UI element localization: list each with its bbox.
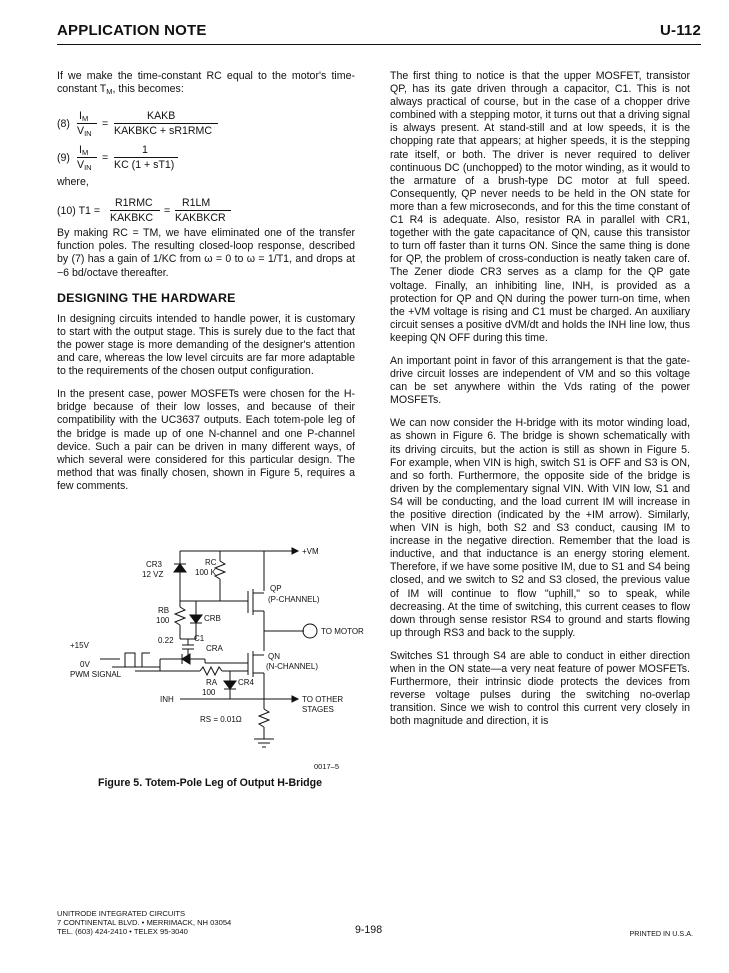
footer-company: UNITRODE INTEGRATED CIRCUITS: [57, 909, 186, 918]
hardware-paragraph-2: In the present case, power MOSFETs were chosen for the H-bridge because of their low losses, and because of their compatibility with the UC3637 outputs. Each totem-pole leg of the bridge is made up of one N-channel and one P-channel device. Such a pair can be driven in many different ways, of which several were considered for this particular design. The method that was finally chosen, shown in Figure 5, requires a few comments.: [57, 388, 355, 492]
svg-text:12 VZ: 12 VZ: [142, 570, 164, 579]
right-paragraph-1: The first thing to notice is that the upper MOSFET, transistor QP, has its gate driven through a capacitor, C1. This is not always practical of course, but in the case of a chopper drive combined with a stepping motor, it turns out that a driving signal is always present. At stand-still and at low speeds, it is the chopping rate that appears; at higher speeds, it is the stepping rate itself, or both. The driver is never required to deliver continuous DC (unchopped) to the motor winding, as it would to the armature of a brush-type DC motor at full speed. Consequently, QP never needs to be held in the ON state for more than a few microseconds, and for this the time constant of C1 R4 is adequate. Also, resistor RA in parallel with CR1, together with the gate capacitance of QN, cause this transistor to turn off faster than it turns ON. Since the same thing is done for QP, the problem of cross-conduction is neatly taken care of. The Zener diode CR3 serves as a clamp for the QP gate voltage. Finally, an inhibiting line, INH, is provided as a protection for QP and QN during the power turn-on time, when the +VM voltage is rising and C1 must be charged. An auxiliary circuit senses a positive dVM/dt and holds the INH line low, thus keeping QN OFF during this time.: [390, 70, 690, 344]
svg-text:+VM: +VM: [302, 547, 319, 556]
svg-text:PWM SIGNAL: PWM SIGNAL: [70, 670, 122, 679]
svg-text:(N-CHANNEL): (N-CHANNEL): [266, 662, 318, 671]
svg-text:TO OTHER: TO OTHER: [302, 695, 344, 704]
totem-pole-schematic: [70, 535, 364, 765]
svg-text:C1: C1: [194, 634, 205, 643]
equation-9: (9) $I_M$ $V_{IN}$ = 1 KC (1 + sT1): [57, 140, 355, 174]
section-heading: DESIGNING THE HARDWARE: [57, 290, 236, 305]
header-rule: [57, 44, 701, 45]
svg-text:TO MOTOR: TO MOTOR: [321, 627, 364, 636]
footer-street: 7 CONTINENTAL BLVD. • MERRIMACK, NH 03054: [57, 917, 232, 927]
svg-text:INH: INH: [160, 695, 174, 704]
svg-text:RC: RC: [205, 558, 217, 567]
figure-caption: Figure 5. Totem-Pole Leg of Output H-Bridge: [97, 777, 323, 789]
footer-address: [57, 910, 231, 936]
equation-10: (10) T1 = R1RMC KAKBKC = R1LM KAKBKCR: [57, 193, 355, 227]
hardware-paragraph-1: In designing circuits intended to handle power, it is customary to start with the output stage. This is surely due to the fact that the power stage is more demanding of the designer's attention and care, whereas the low level circuits are far more adaptable to the requirements of the chosen output configuration.: [57, 312, 355, 378]
figure-number: 0017–5: [314, 762, 340, 771]
svg-text:RB: RB: [158, 606, 170, 615]
svg-text:100: 100: [156, 616, 170, 625]
left-column: [57, 70, 355, 503]
header-title: APPLICATION NOTE: [57, 22, 207, 39]
svg-text:RS = 0.01Ω: RS = 0.01Ω: [200, 715, 242, 724]
where-text: where,: [57, 176, 89, 189]
svg-text:CR4: CR4: [238, 678, 255, 687]
svg-text:CR3: CR3: [146, 560, 163, 569]
svg-text:(P-CHANNEL): (P-CHANNEL): [268, 595, 320, 604]
svg-text:+15V: +15V: [70, 641, 89, 650]
svg-text:QN: QN: [268, 652, 280, 661]
footer-tel: TEL. (603) 424-2410 • TELEX 95-3040: [57, 926, 188, 936]
equation-8: (8) $I_M$ $V_{IN}$ = KAKB KAKBKC + sR1RMC: [57, 106, 355, 140]
printed-in: PRINTED IN U.S.A.: [629, 929, 693, 938]
right-paragraph-4: Switches S1 through S4 are able to conduct in either direction when in the ON state—a very neat feature of power MOSFETs. Furthermore, their intrinsic diode protects the devices from reverse voltage pulses during the switching no-overlap transition. Since we wish to control this current very closely in both magnitude and direction, it is: [390, 649, 690, 728]
svg-text:CRB: CRB: [204, 614, 221, 623]
svg-text:0.22: 0.22: [158, 636, 174, 645]
page-number: 9-198: [355, 924, 383, 936]
transfer-paragraph: By making RC = TM, we have eliminated one of the transfer function poles. The resulting closed-loop response, described by (7) has a gain of 1/KC from ω = 0 to ω = 1/T1, and drops at −6 bd/octave thereafter.: [57, 227, 355, 279]
header-doc-number: U-112: [659, 22, 701, 39]
svg-text:RA: RA: [206, 678, 218, 687]
svg-text:100: 100: [202, 688, 216, 697]
svg-text:QP: QP: [270, 584, 282, 593]
right-paragraph-2: An important point in favor of this arrangement is that the gate-drive circuit losses are independent of VM and so this voltage can be set anywhere within the Vds rating of the power MOSFETs.: [390, 354, 690, 407]
right-paragraph-3: We can now consider the H-bridge with its motor winding load, as shown in Figure 6. The bridge is shown schematically with its driving circuits, but the action is still as shown in Figure 5. For example, when VIN is high, switch S1 is OFF and S3 is ON, and so forth. Furthermore, the opposite side of the bridge is driven by the complementary signal VIN. With VIN low, S1 and S4 will be conducting, and the load current IM will increase in the positive direction (indicated by the +IM arrow). Similarly, when VIN is high, both S2 and S3 conduct, causing IM to increase in the negative direction. Remember that the load is inductive, and that inductance is an energy storing element. Therefore, if we have some positive IM, due to S1 and S4 being closed, and we switch to S2 and S3 closed, the previous value of IM will continue to flow "uphill," so to speak, while decreasing. At the time of switching, this current ceases to flow down through sense resistor RS4 to ground and starts flowing up through RS3 and back to the supply.: [390, 417, 690, 639]
right-column: [390, 70, 690, 739]
svg-text:100 K: 100 K: [195, 568, 216, 577]
svg-text:CRA: CRA: [206, 644, 223, 653]
svg-text:STAGES: STAGES: [302, 705, 334, 714]
svg-text:0V: 0V: [80, 660, 90, 669]
intro-paragraph: If we make the time-constant RC equal to the motor's time-constant $T_M$, this becomes:: [57, 70, 355, 97]
figure-5: [70, 535, 364, 795]
